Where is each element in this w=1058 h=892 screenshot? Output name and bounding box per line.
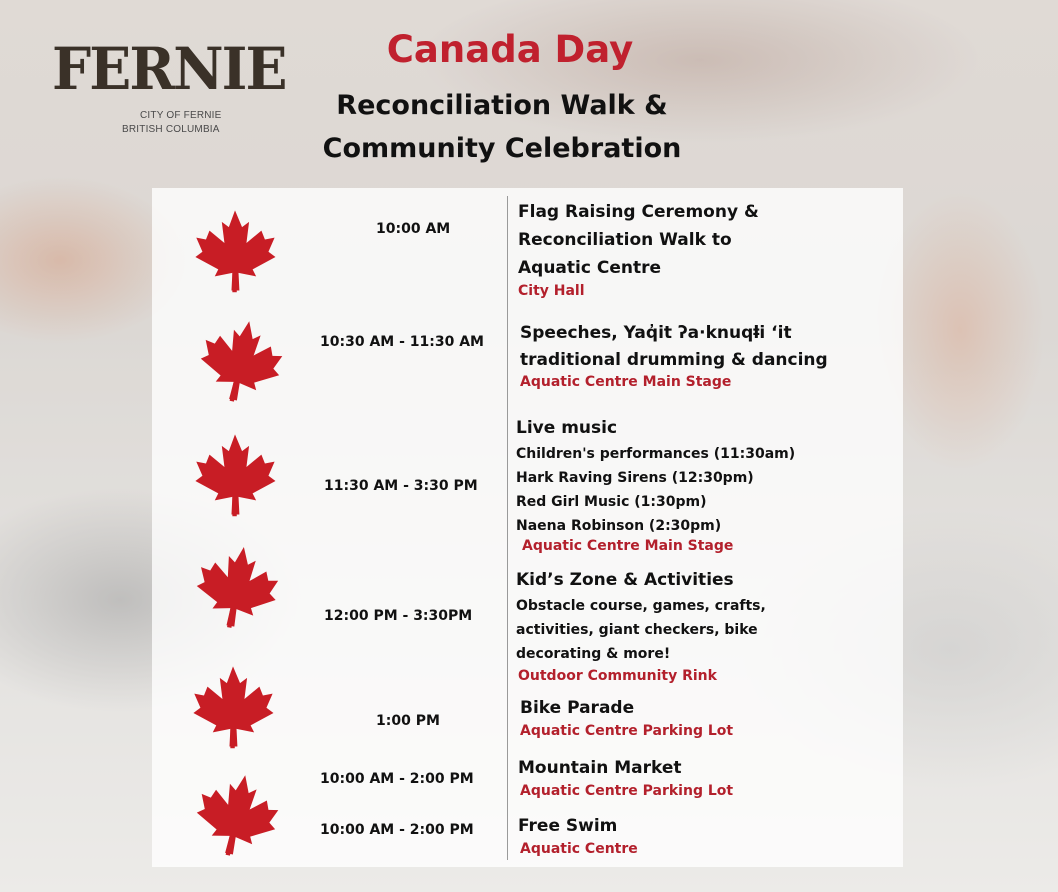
event-title-line: Bike Parade xyxy=(520,698,635,718)
logo-line-province: BRITISH COLUMBIA xyxy=(122,124,220,135)
event-time: 10:00 AM xyxy=(376,221,451,237)
maple-leaf-icon xyxy=(196,316,286,404)
event-detail-line: Naena Robinson (2:30pm) xyxy=(516,518,722,534)
event-time: 12:00 PM - 3:30PM xyxy=(324,608,473,624)
event-title-line: Kid’s Zone & Activities xyxy=(516,570,734,590)
event-title-line: Mountain Market xyxy=(518,758,682,778)
event-title-line: Live music xyxy=(516,418,618,438)
event-title-line: traditional drumming & dancing xyxy=(520,350,828,370)
event-title-line: Speeches, Yaq̓it ʔa·knuqⱡi ‘it xyxy=(520,323,792,343)
schedule-panel xyxy=(152,188,903,867)
event-location: Aquatic Centre Main Stage xyxy=(520,374,732,390)
event-detail-line: Children's performances (11:30am) xyxy=(516,446,796,462)
maple-leaf-icon xyxy=(190,206,280,294)
event-time: 10:00 AM - 2:00 PM xyxy=(320,771,474,787)
maple-leaf-icon xyxy=(192,770,282,858)
event-location: Aquatic Centre Main Stage xyxy=(522,538,734,554)
event-detail-line: Red Girl Music (1:30pm) xyxy=(516,494,707,510)
maple-leaf-icon xyxy=(192,542,282,630)
event-title-line: Free Swim xyxy=(518,816,618,836)
subtitle-line-1: Reconciliation Walk & xyxy=(336,90,668,121)
event-title-line: Aquatic Centre xyxy=(518,258,661,278)
event-location: Aquatic Centre Parking Lot xyxy=(520,723,734,739)
logo-wordmark: FERNIE xyxy=(52,35,286,103)
maple-leaf-icon xyxy=(190,430,280,518)
column-divider xyxy=(507,196,508,860)
event-detail-line: Hark Raving Sirens (12:30pm) xyxy=(516,470,754,486)
event-location: City Hall xyxy=(518,283,585,299)
event-location: Aquatic Centre Parking Lot xyxy=(520,783,734,799)
event-time: 10:30 AM - 11:30 AM xyxy=(320,334,484,350)
event-title-line: Flag Raising Ceremony & xyxy=(518,202,759,222)
event-time: 1:00 PM xyxy=(376,713,440,729)
event-time: 11:30 AM - 3:30 PM xyxy=(324,478,478,494)
event-location: Aquatic Centre xyxy=(520,841,638,857)
page-title: Canada Day xyxy=(386,28,634,71)
event-detail-line: activities, giant checkers, bike xyxy=(516,622,758,638)
logo-line-city: CITY OF FERNIE xyxy=(140,110,222,121)
event-time: 10:00 AM - 2:00 PM xyxy=(320,822,474,838)
fernie-logo xyxy=(52,35,286,150)
event-detail-line: Obstacle course, games, crafts, xyxy=(516,598,766,614)
maple-leaf-icon xyxy=(188,662,278,750)
event-title-line: Reconciliation Walk to xyxy=(518,230,732,250)
subtitle-line-2: Community Celebration xyxy=(322,133,682,164)
event-detail-line: decorating & more! xyxy=(516,646,671,662)
event-location: Outdoor Community Rink xyxy=(518,668,717,684)
